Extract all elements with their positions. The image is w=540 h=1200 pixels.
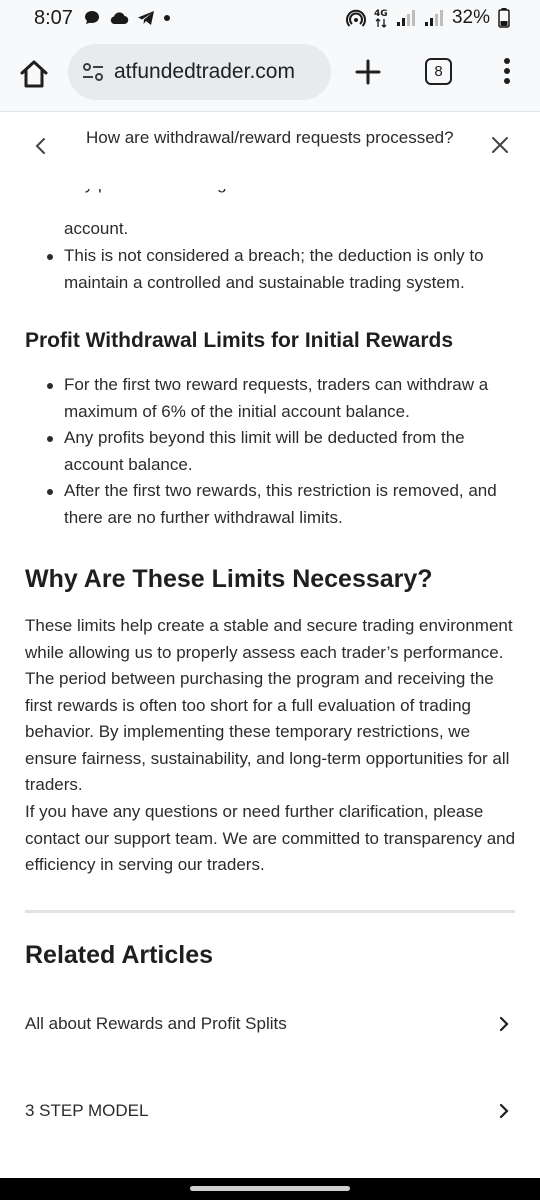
list-item: Any profits beyond this limit will be deducted from the account balance. <box>0 425 540 478</box>
chat-bubble-icon <box>83 9 101 27</box>
list-item: This is not considered a breach; the deduction is only to maintain a controlled and sustainable trading system. <box>0 243 540 296</box>
status-time: 8:07 <box>34 6 73 29</box>
network-4g-icon <box>374 7 388 29</box>
more-menu-icon[interactable] <box>497 56 517 86</box>
list-item-continuation: account. <box>64 219 129 238</box>
new-tab-icon[interactable] <box>354 58 382 86</box>
tab-switcher-button[interactable] <box>425 58 452 85</box>
svg-text:4G: 4G <box>373 9 388 19</box>
list-item: For the first two reward requests, traders can withdraw a maximum of 6% of the initial account balance. <box>0 372 540 425</box>
signal-icon <box>396 9 416 27</box>
close-icon[interactable] <box>490 135 510 155</box>
gesture-handle[interactable] <box>190 1186 350 1191</box>
url-text[interactable]: atfundedtrader.com <box>114 60 295 83</box>
tab-count: 8 <box>434 63 443 80</box>
top-list <box>0 243 540 296</box>
notification-dot-icon <box>163 14 171 22</box>
battery-percent: 32% <box>451 7 490 28</box>
section-heading-why-limits: Why Are These Limits Necessary? <box>25 565 433 593</box>
article-header <box>0 113 540 189</box>
status-left <box>34 7 171 30</box>
browser-toolbar <box>0 36 540 112</box>
related-article-link[interactable] <box>25 1004 515 1044</box>
signal-secondary-icon <box>424 9 444 27</box>
status-bar <box>0 0 540 36</box>
related-article-label: All about Rewards and Profit Splits <box>25 1014 287 1033</box>
battery-icon <box>498 8 510 28</box>
section-divider <box>25 910 515 913</box>
site-settings-icon[interactable] <box>80 59 106 85</box>
cloud-icon <box>109 10 129 26</box>
related-article-label: 3 STEP MODEL <box>25 1101 149 1120</box>
status-right <box>346 7 510 29</box>
telegram-icon <box>137 10 155 26</box>
list-item: After the first two rewards, this restriction is removed, and there are no further withdrawal limits. <box>0 478 540 531</box>
address-bar[interactable] <box>68 44 331 100</box>
back-chevron-icon[interactable] <box>32 135 50 157</box>
article-header-title: How are withdrawal/reward requests processed? <box>86 128 454 147</box>
section-heading-initial-rewards: Profit Withdrawal Limits for Initial Rewards <box>25 329 454 352</box>
home-icon[interactable] <box>18 58 50 90</box>
system-navigation-bar <box>0 1178 540 1200</box>
chevron-right-icon <box>499 1016 509 1032</box>
paragraph-contact-support: If you have any questions or need further clarification, please contact our support team. We are committed to transparency and efficiency in serving our traders. <box>25 802 516 874</box>
withdrawal-limits-list <box>0 372 540 531</box>
chevron-right-icon <box>499 1103 509 1119</box>
related-article-link[interactable] <box>25 1091 515 1131</box>
paragraph-why-limits: These limits help create a stable and secure trading environment while allowing us to properly assess each trader’s performance. The period between purchasing the program and receiving the first rewards is often too short for a full evaluation of trading behavior. By implementing these temporary restrictions, we ensure fairness, sustainability, and long-term opportunities for all traders. <box>25 616 513 794</box>
related-articles-heading: Related Articles <box>25 941 214 969</box>
hotspot-icon <box>346 8 366 28</box>
